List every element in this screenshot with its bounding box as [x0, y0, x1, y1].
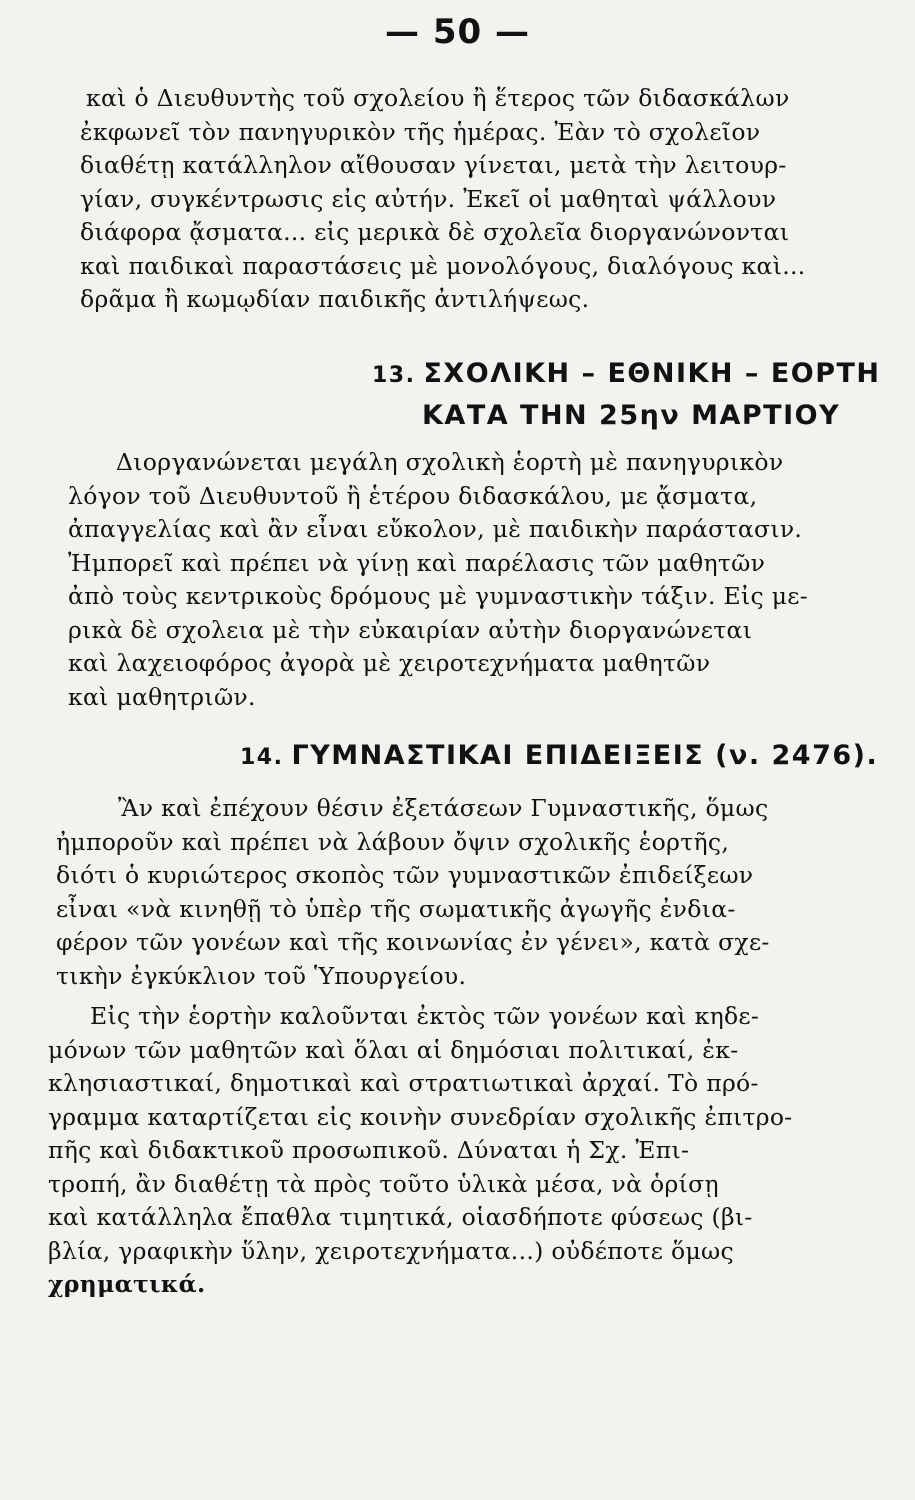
paragraph-line: Ἠμπορεῖ καὶ πρέπει νὰ γίνῃ καὶ παρέλασις τῶν μαθητῶν [68, 548, 766, 577]
paragraph-line: κλησιαστικαί, δημοτικαὶ καὶ στρατιωτικαὶ ἀρχαί. Τὸ πρό- [48, 1069, 759, 1097]
page-number: — 50 — [385, 12, 530, 52]
section-13-subheading [422, 400, 840, 431]
paragraph-line: ἀπὸ τοὺς κεντρικοὺς δρόμους μὲ γυμναστικὴν τάξιν. Εἰς με- [68, 582, 809, 610]
paragraph-line: ρικὰ δὲ σχολεια μὲ τὴν εὐκαιρίαν αὐτὴν διοργανώνεται [68, 615, 753, 644]
paragraph-line: εἶναι «νὰ κινηθῇ τὸ ὑπὲρ τῆς σωματικῆς ἀγωγῆς ἐνδια- [56, 894, 736, 923]
paragraph-4 [48, 1000, 793, 1302]
paragraph-1 [80, 82, 825, 317]
paragraph-line: ἐκφωνεῖ τὸν πανηγυρικὸν τῆς ἡμέρας. Ἐὰν τὸ σχολεῖον [80, 117, 761, 146]
section-number: 14. [240, 745, 284, 770]
paragraph-line: φέρον τῶν γονέων καὶ τῆς κοινωνίας ἐν γένει», κατὰ σχε- [56, 928, 770, 956]
section-title-line-2: ΚΑΤΑ ΤΗΝ 25ην ΜΑΡΤΙΟΥ [422, 400, 841, 431]
paragraph-line: τικὴν ἐγκύκλιον τοῦ Ὑπουργείου. [56, 961, 467, 990]
paragraph-line: Ἂν καὶ ἐπέχουν θέσιν ἐξετάσεων Γυμναστικῆς, ὅμως [118, 794, 769, 822]
paragraph-2 [68, 446, 813, 714]
paragraph-line: γίαν, συγκέντρωσις εἰς αὐτήν. Ἐκεῖ οἱ μαθηταὶ ψάλλουν [80, 184, 777, 213]
paragraph-line: καὶ μαθητριῶν. [68, 682, 256, 711]
paragraph-line: χρηματικά. [48, 1270, 206, 1298]
paragraph-line: βλία, γραφικὴν ὕλην, χειροτεχνήματα...) οὐδέποτε ὅμως [48, 1236, 734, 1265]
section-title-line-1: ΣΧΟΛΙΚΗ – ΕΘΝΙΚΗ – ΕΟΡΤΗ [423, 358, 881, 389]
paragraph-line: τροπή, ἂν διαθέτῃ τὰ πρὸς τοῦτο ὑλικὰ μέσα, νὰ ὁρίσῃ [48, 1169, 719, 1198]
paragraph-line: ἠμποροῦν καὶ πρέπει νὰ λάβουν ὄψιν σχολικῆς ἑορτῆς, [56, 827, 730, 856]
paragraph-3 [56, 792, 801, 993]
section-title: ΓΥΜΝΑΣΤΙΚΑΙ ΕΠΙΔΕΙΞΕΙΣ (ν. 2476). [291, 740, 879, 771]
paragraph-line: δρᾶμα ἢ κωμῳδίαν παιδικῆς ἀντιλήψεως. [80, 285, 590, 313]
section-13-heading [372, 358, 881, 389]
paragraph-line: καὶ παιδικαὶ παραστάσεις μὲ μονολόγους, διαλόγους καὶ... [80, 251, 806, 280]
section-14-heading [240, 740, 878, 771]
paragraph-line: Εἰς τὴν ἑορτὴν καλοῦνται ἐκτὸς τῶν γονέων καὶ κηδε- [90, 1002, 760, 1030]
paragraph-line: καὶ κατάλληλα ἔπαθλα τιμητικά, οἱασδήποτε φύσεως (βι- [48, 1203, 753, 1231]
paragraph-line: καὶ ὁ Διευθυντὴς τοῦ σχολείου ἢ ἕτερος τῶν διδασκάλων [86, 84, 790, 112]
paragraph-line: γραμμα καταρτίζεται εἰς κοινὴν συνεδρίαν σχολικῆς ἐπιτρο- [48, 1102, 793, 1131]
paragraph-line: διότι ὁ κυριώτερος σκοπὸς τῶν γυμναστικῶν ἐπιδείξεων [56, 861, 754, 889]
paragraph-line: διαθέτῃ κατάλληλον αἴθουσαν γίνεται, μετὰ τὴν λειτουρ- [80, 151, 787, 179]
paragraph-line: Διοργανώνεται μεγάλη σχολικὴ ἑορτὴ μὲ πανηγυρικὸν [116, 448, 784, 476]
paragraph-line: ἀπαγγελίας καὶ ἂν εἶναι εὔκολον, μὲ παιδικὴν παράστασιν. [68, 515, 803, 543]
paragraph-line: πῆς καὶ διδακτικοῦ προσωπικοῦ. Δύναται ἡ Σχ. Ἐπι- [48, 1136, 690, 1164]
paragraph-line: διάφορα ᾄσματα... εἰς μερικὰ δὲ σχολεῖα διοργανώνονται [80, 218, 790, 246]
paragraph-line: καὶ λαχειοφόρος ἀγορὰ μὲ χειροτεχνήματα μαθητῶν [68, 649, 711, 677]
paragraph-line: λόγον τοῦ Διευθυντοῦ ἢ ἑτέρου διδασκάλου, με ᾄσματα, [68, 481, 758, 510]
section-number: 13. [372, 363, 416, 388]
paragraph-line: μόνων τῶν μαθητῶν καὶ ὅλαι αἱ δημόσιαι πολιτικαί, ἐκ- [48, 1035, 739, 1064]
